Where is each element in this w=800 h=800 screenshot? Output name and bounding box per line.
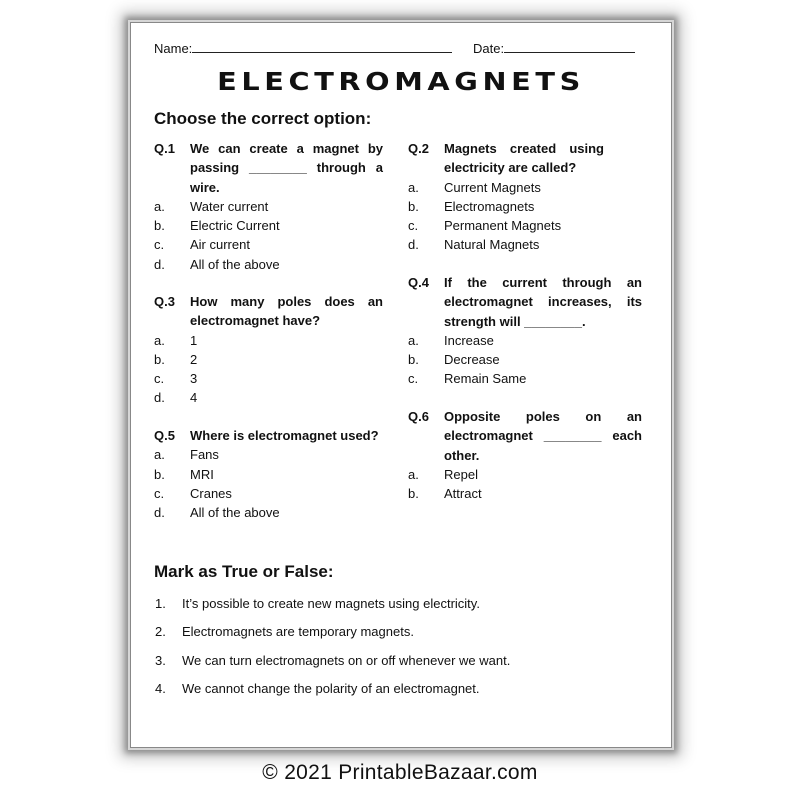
option-text: All of the above	[190, 505, 280, 521]
option-letter: d.	[408, 237, 419, 253]
option-text: 2	[190, 351, 198, 367]
option-text: Cranes	[190, 485, 232, 501]
option-letter: b.	[408, 352, 419, 368]
question-q4	[408, 273, 642, 389]
true-false-item	[155, 624, 414, 639]
option-letter: a.	[408, 179, 419, 195]
option	[154, 388, 383, 407]
option-text: 1	[190, 332, 198, 348]
question-text: Opposite poles on an electromagnet ________ each other.	[444, 409, 642, 463]
option-text: Electromagnets	[444, 198, 535, 214]
option	[154, 369, 383, 388]
item-text: It’s possible to create new magnets using electricity.	[182, 596, 480, 611]
option-letter: a.	[408, 332, 419, 348]
true-false-item	[155, 653, 510, 668]
option	[408, 369, 642, 388]
option-text: Water current	[190, 198, 269, 214]
option	[154, 235, 383, 254]
name-field	[154, 40, 452, 56]
option	[408, 178, 604, 197]
option-text: Natural Magnets	[444, 237, 540, 253]
option-text: Current Magnets	[444, 179, 541, 195]
item-number: 4.	[155, 681, 166, 696]
option-text: 4	[190, 390, 198, 406]
option-letter: d.	[154, 256, 165, 272]
option	[408, 216, 604, 235]
option-text: Repel	[444, 466, 478, 482]
question-text: Magnets created using electricity are called?	[444, 141, 604, 176]
option-letter: c.	[154, 237, 165, 253]
question-number: Q.5	[154, 428, 175, 443]
option	[408, 465, 642, 484]
question-text: If the current through an electromagnet increases, its strength will ________.	[444, 275, 642, 329]
option-letter: c.	[408, 218, 419, 234]
question-number: Q.3	[154, 294, 175, 309]
section-heading-mcq: Choose the correct option:	[154, 109, 372, 128]
option	[408, 235, 604, 254]
section-heading-true-false: Mark as True or False:	[154, 562, 334, 581]
option	[154, 503, 400, 522]
option-letter: d.	[154, 390, 165, 406]
option	[154, 445, 400, 464]
date-label: Date:	[473, 41, 505, 56]
name-line	[192, 40, 452, 53]
option	[154, 484, 400, 503]
worksheet-title: ELECTROMAGNETS	[217, 67, 585, 96]
question-q1	[154, 139, 383, 274]
true-false-item	[155, 681, 480, 696]
question-number: Q.4	[408, 275, 429, 290]
option	[154, 465, 400, 484]
option-text: Permanent Magnets	[444, 218, 562, 234]
option-text: Decrease	[444, 352, 500, 368]
option	[408, 350, 642, 369]
option-text: Fans	[190, 447, 219, 463]
option-text: 3	[190, 371, 198, 387]
option-letter: b.	[154, 218, 165, 234]
name-label: Name:	[154, 41, 193, 56]
option-text: Electric Current	[190, 218, 280, 234]
item-number: 1.	[155, 596, 166, 611]
option	[408, 197, 604, 216]
question-q6	[408, 407, 642, 503]
question-number: Q.6	[408, 409, 429, 424]
option-letter: a.	[154, 332, 165, 348]
option-letter: c.	[408, 371, 419, 387]
option	[408, 331, 642, 350]
question-q5	[154, 426, 400, 522]
question-number: Q.2	[408, 141, 429, 156]
item-number: 2.	[155, 624, 166, 639]
option-letter: b.	[408, 198, 419, 214]
option-letter: b.	[408, 486, 419, 502]
date-line	[504, 40, 635, 53]
option	[154, 197, 383, 216]
option-text: Remain Same	[444, 371, 527, 387]
option-letter: c.	[154, 371, 165, 387]
option-letter: a.	[154, 447, 165, 463]
option-text: Attract	[444, 486, 482, 502]
option-letter: b.	[154, 351, 165, 367]
true-false-item	[155, 596, 480, 611]
option-letter: a.	[408, 466, 419, 482]
item-text: We can turn electromagnets on or off whenever we want.	[182, 653, 511, 668]
item-text: Electromagnets are temporary magnets.	[182, 624, 414, 639]
option-text: MRI	[190, 466, 214, 482]
item-number: 3.	[155, 653, 166, 668]
copyright-footer: © 2021 PrintableBazaar.com	[262, 761, 538, 784]
option-text: All of the above	[190, 256, 280, 272]
option-letter: b.	[154, 466, 165, 482]
item-text: We cannot change the polarity of an electromagnet.	[182, 681, 480, 696]
question-text: How many poles does an electromagnet have?	[190, 294, 383, 329]
option-text: Air current	[190, 237, 250, 253]
worksheet-page	[130, 22, 672, 748]
option-letter: c.	[154, 485, 165, 501]
question-text: Where is electromagnet used?	[190, 428, 379, 443]
option	[154, 331, 383, 350]
option	[154, 216, 383, 235]
question-text: We can create a magnet by passing ________ through a wire.	[190, 141, 383, 195]
option	[408, 484, 642, 503]
question-q2	[408, 139, 604, 255]
option	[154, 255, 383, 274]
date-field	[473, 40, 635, 56]
question-q3	[154, 292, 383, 408]
option	[154, 350, 383, 369]
option-letter: d.	[154, 505, 165, 521]
question-number: Q.1	[154, 141, 175, 156]
option-text: Increase	[444, 332, 494, 348]
option-letter: a.	[154, 198, 165, 214]
